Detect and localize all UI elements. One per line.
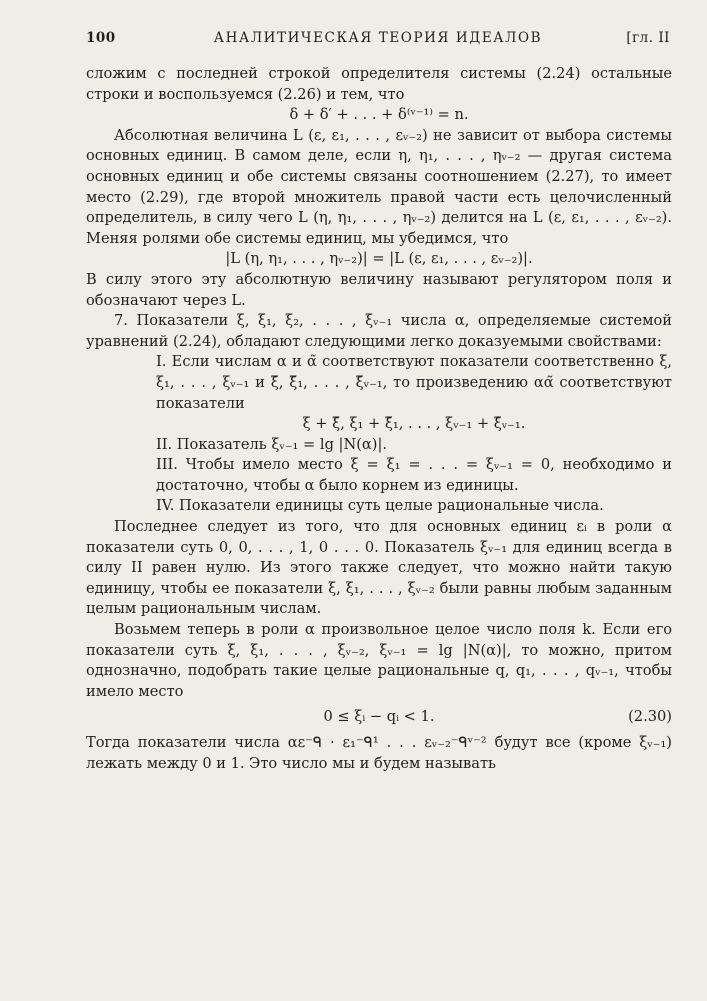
paragraph: В силу этого эту абсолютную величину называют регулятором поля и обозначают через L. bbox=[86, 270, 672, 309]
inequality-expression: 0 ≤ ξᵢ − qᵢ < 1. bbox=[323, 708, 435, 726]
running-title: АНАЛИТИЧЕСКАЯ ТЕОРИЯ ИДЕАЛОВ bbox=[213, 30, 543, 46]
properties-list bbox=[156, 352, 672, 517]
paragraph: сложим с последней строкой определителя системы (2.24) остальные строки и воспользуемся (2.26) и тем, что bbox=[86, 65, 672, 103]
paragraph: Последнее следует из того, что для основных единиц εᵢ в роли α показатели суть 0, 0, . . . , 1, 0 . . . 0. Показатель ξᵥ₋₁ для единиц всегда в силу II равен нулю. Из этого также следует, что можно найти такую единицу, чтобы ее показатели ξ, ξ₁, . . . , ξᵥ₋₂ были равны любым заданным целым рациональным числам. bbox=[86, 518, 672, 618]
formula-exponent-sum: ξ + ξ̃, ξ₁ + ξ̃₁, . . . , ξᵥ₋₁ + ξ̃ᵥ₋₁. bbox=[302, 415, 526, 433]
property-item: I. Если числам α и α̃ соответствуют показатели соответственно ξ, ξ₁, . . . , ξᵥ₋₁ и ξ̃, ξ̃₁, . . . , ξ̃ᵥ₋₁, то произведению αα̃ соответствуют показатели bbox=[156, 353, 672, 412]
paragraph: Возьмем теперь в роли α произвольное целое число поля k. Если его показатели суть ξ, ξ₁, . . . , ξᵥ₋₂, ξᵥ₋₁ = lg |N(α)|, то можно, притом однозначно, подобрать такие целые рациональные q, q₁, . . . , qᵥ₋₁, чтобы имело место bbox=[86, 621, 672, 700]
chapter-marker: [гл. II bbox=[626, 30, 670, 46]
paragraph: Абсолютная величина L (ε, ε₁, . . . , εᵥ₋₂) не зависит от выбора системы основных единиц. В самом деле, если η, η₁, . . . , ηᵥ₋₂ — другая система основных единиц и обе системы связаны соотношением (2.27), то имеет место (2.29), где второй множитель правой части есть целочисленный определитель, в силу чего L (η, η₁, . . . , ηᵥ₋₂) делится на L (ε, ε₁, . . . , εᵥ₋₂). Меняя ролями обе системы единиц, мы убедимся, что bbox=[86, 126, 672, 247]
page-header bbox=[86, 30, 670, 52]
page-body bbox=[86, 64, 672, 774]
paragraph: Тогда показатели числа αε⁻ᑫ · ε₁⁻ᑫ¹ . . . εᵥ₋₂⁻ᑫᵛ⁻² будут все (кроме ξᵥ₋₁) лежать между 0 и 1. Это число мы и будем называть bbox=[86, 734, 672, 772]
page-number: 100 bbox=[86, 30, 116, 46]
property-item: IV. Показатели единицы суть целые рациональные числа. bbox=[156, 497, 604, 515]
equation-number: (2.30) bbox=[628, 708, 672, 726]
property-item: II. Показатель ξᵥ₋₁ = lg |N(α)|. bbox=[156, 435, 388, 453]
formula-regulator-equality: |L (η, η₁, . . . , ηᵥ₋₂)| = |L (ε, ε₁, . . . , εᵥ₋₂)|. bbox=[225, 250, 533, 268]
paragraph: 7. Показатели ξ, ξ₁, ξ₂, . . . , ξᵥ₋₁ числа α, определяемые системой уравнений (2.24), обладают следующими легко доказуемыми свойствами: bbox=[86, 312, 672, 350]
formula-inequality bbox=[86, 707, 672, 728]
formula-delta-sum: δ + δ′ + . . . + δ⁽ᵛ⁻¹⁾ = n. bbox=[289, 106, 469, 124]
property-item: III. Чтобы имело место ξ = ξ₁ = . . . = ξᵥ₋₁ = 0, необходимо и достаточно, чтобы α было корнем из единицы. bbox=[156, 456, 672, 494]
